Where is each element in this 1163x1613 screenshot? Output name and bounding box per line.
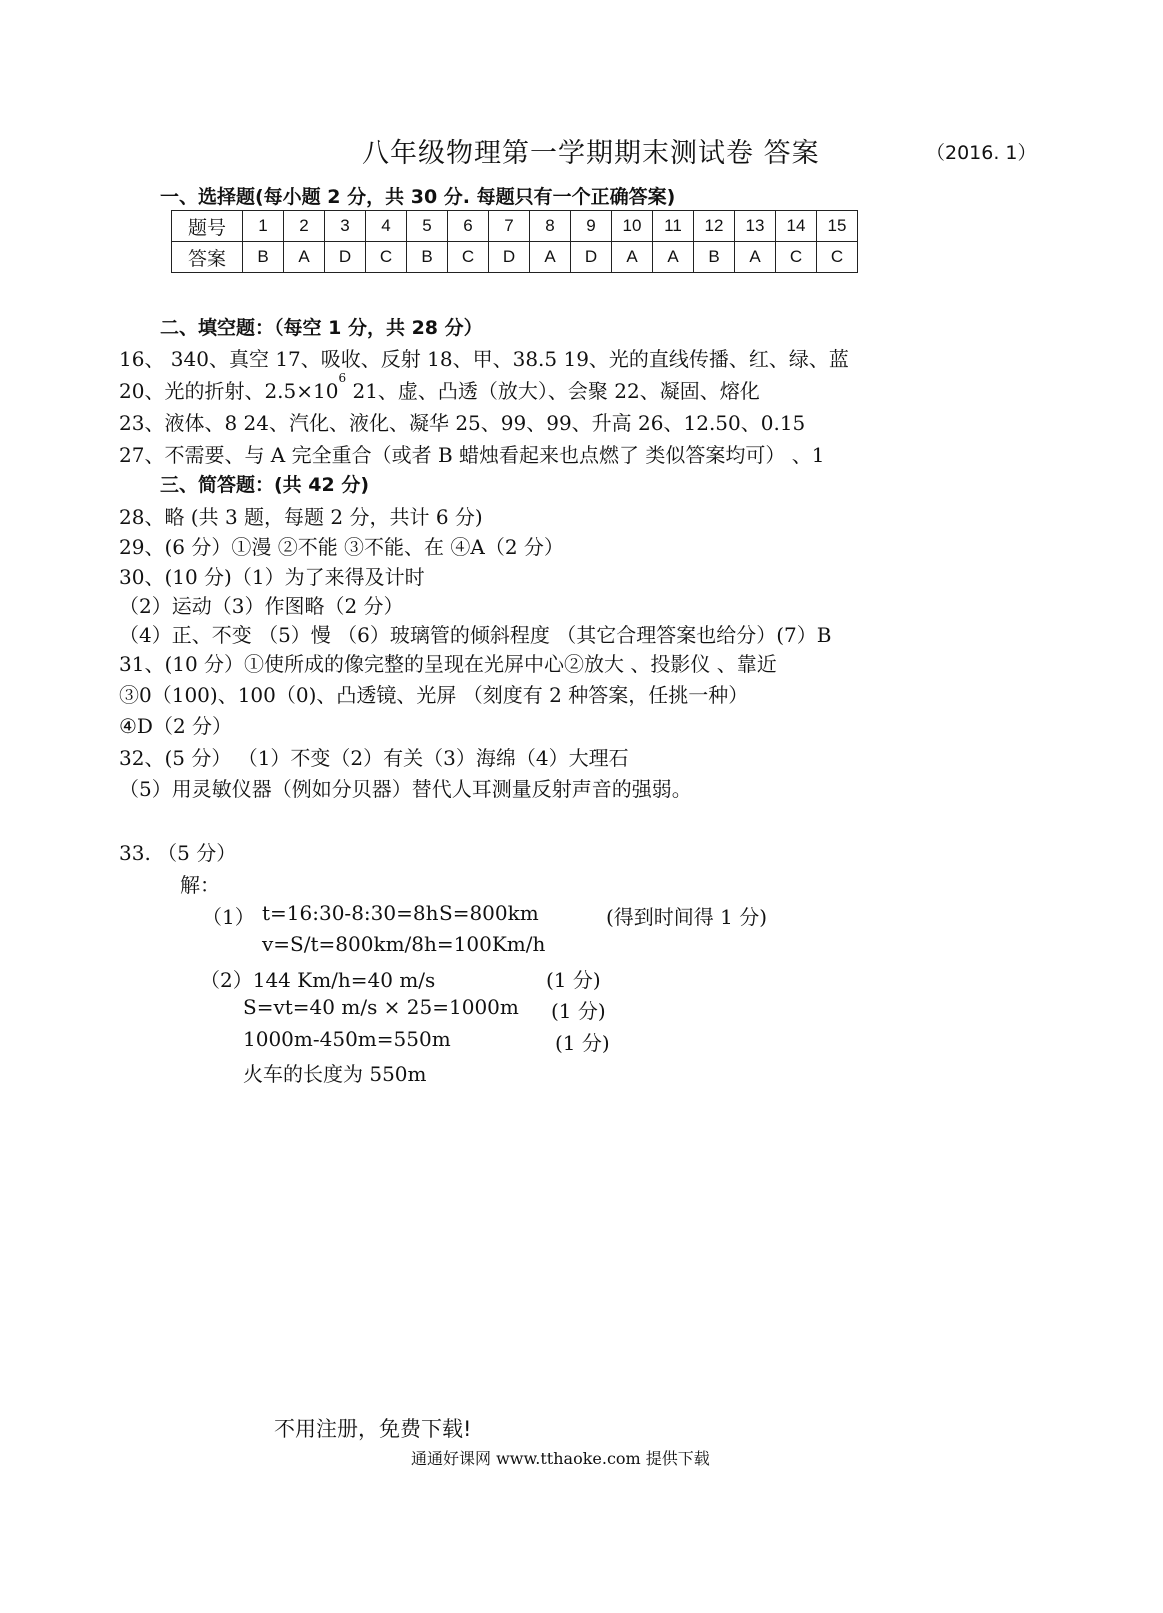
answer-line: 30、(10 分)（1）为了来得及计时 bbox=[119, 565, 425, 589]
answer-cell: A bbox=[735, 242, 776, 273]
table-row-answers bbox=[172, 242, 858, 273]
answer-cell: D bbox=[489, 242, 530, 273]
answer-cell: A bbox=[530, 242, 571, 273]
question-number: 14 bbox=[776, 211, 817, 242]
exam-date: （2016. 1） bbox=[926, 142, 1037, 164]
section1-heading: 一、选择题(每小题 2 分，共 30 分. 每题只有一个正确答案) bbox=[160, 186, 676, 208]
answer-cell: C bbox=[817, 242, 858, 273]
table-row-numbers bbox=[172, 211, 858, 242]
q33-part2-line: S=vt=40 m/s × 25=1000m bbox=[243, 995, 519, 1019]
question-number: 10 bbox=[612, 211, 653, 242]
row-header-answer: 答案 bbox=[172, 242, 243, 273]
fill-answer-line: 16、 340、真空 17、吸收、反射 18、甲、38.5 19、光的直线传播、红、绿、蓝 bbox=[119, 347, 849, 371]
answer-line: （5）用灵敏仪器（例如分贝器）替代人耳测量反射声音的强弱。 bbox=[119, 777, 692, 801]
q33-heading: 33. （5 分） bbox=[119, 841, 237, 865]
section3-heading: 三、简答题：(共 42 分) bbox=[160, 474, 370, 496]
fill-answer-text: 21、虚、凸透（放大）、会聚 22、凝固、熔化 bbox=[346, 379, 760, 403]
answer-cell: A bbox=[284, 242, 325, 273]
answer-cell: C bbox=[776, 242, 817, 273]
answer-table bbox=[171, 210, 858, 273]
answer-cell: D bbox=[571, 242, 612, 273]
q33-part2-note: (1 分) bbox=[551, 999, 606, 1023]
question-number: 8 bbox=[530, 211, 571, 242]
question-number: 9 bbox=[571, 211, 612, 242]
q33-part1-note: (得到时间得 1 分) bbox=[606, 905, 768, 929]
question-number: 2 bbox=[284, 211, 325, 242]
fill-answer-line: 23、液体、8 24、汽化、液化、凝华 25、99、99、升高 26、12.50、0.15 bbox=[119, 411, 806, 435]
answer-line: ④D（2 分） bbox=[119, 714, 233, 738]
answer-line: 29、(6 分）①漫 ②不能 ③不能、在 ④A（2 分） bbox=[119, 535, 564, 559]
answer-cell: D bbox=[325, 242, 366, 273]
question-number: 4 bbox=[366, 211, 407, 242]
q33-solution-label: 解： bbox=[180, 873, 220, 897]
q33-part1-equation: t=16:30-8:30=8h bbox=[262, 901, 439, 925]
answer-cell: A bbox=[612, 242, 653, 273]
question-number: 6 bbox=[448, 211, 489, 242]
q33-conclusion: 火车的长度为 550m bbox=[243, 1062, 427, 1086]
question-number: 13 bbox=[735, 211, 776, 242]
question-number: 12 bbox=[694, 211, 735, 242]
document-title: 八年级物理第一学期期末测试卷 答案 bbox=[362, 138, 820, 169]
q33-part2-note: (1 分) bbox=[555, 1031, 610, 1055]
question-number: 11 bbox=[653, 211, 694, 242]
answer-cell: B bbox=[694, 242, 735, 273]
exponent: 6 bbox=[338, 371, 347, 385]
answer-line: 28、略 (共 3 题，每题 2 分，共计 6 分) bbox=[119, 505, 483, 529]
answer-line: 31、(10 分）①使所成的像完整的呈现在光屏中心②放大 、投影仪 、靠近 bbox=[119, 652, 777, 676]
q33-part1-distance: S=800km bbox=[439, 901, 539, 925]
answer-line: 32、(5 分） （1）不变（2）有关（3）海绵（4）大理石 bbox=[119, 746, 629, 770]
q33-part2-line: 1000m-450m=550m bbox=[243, 1027, 451, 1051]
question-number: 3 bbox=[325, 211, 366, 242]
answer-cell: A bbox=[653, 242, 694, 273]
answer-line: （2）运动（3）作图略（2 分） bbox=[119, 594, 404, 618]
answer-cell: C bbox=[448, 242, 489, 273]
question-number: 5 bbox=[407, 211, 448, 242]
q33-part1-velocity: v=S/t=800km/8h=100Km/h bbox=[262, 932, 546, 956]
q33-part1-label: （1） bbox=[202, 905, 255, 929]
answer-cell: C bbox=[366, 242, 407, 273]
question-number: 15 bbox=[817, 211, 858, 242]
q33-part2-note: (1 分) bbox=[546, 968, 601, 992]
footer-promo: 不用注册，免费下载! bbox=[274, 1417, 472, 1441]
fill-answer-line bbox=[119, 371, 760, 404]
answer-line: （4）正、不变 （5）慢 （6）玻璃管的倾斜程度 （其它合理答案也给分）(7）B bbox=[119, 623, 832, 647]
question-number: 1 bbox=[243, 211, 284, 242]
footer-source: 通通好课网 www.tthaoke.com 提供下载 bbox=[411, 1449, 710, 1468]
fill-answer-line: 27、不需要、与 A 完全重合（或者 B 蜡烛看起来也点燃了 类似答案均可） 、1 bbox=[119, 443, 825, 467]
answer-cell: B bbox=[243, 242, 284, 273]
row-header-number: 题号 bbox=[172, 211, 243, 242]
fill-answer-text: 20、光的折射、2.5×10 bbox=[119, 379, 339, 403]
section2-heading: 二、填空题：（每空 1 分，共 28 分） bbox=[160, 317, 483, 339]
answer-line: ③0（100)、100（0)、凸透镜、光屏 （刻度有 2 种答案，任挑一种） bbox=[119, 683, 749, 707]
answer-cell: B bbox=[407, 242, 448, 273]
q33-part2-line: （2）144 Km/h=40 m/s bbox=[200, 968, 436, 992]
question-number: 7 bbox=[489, 211, 530, 242]
